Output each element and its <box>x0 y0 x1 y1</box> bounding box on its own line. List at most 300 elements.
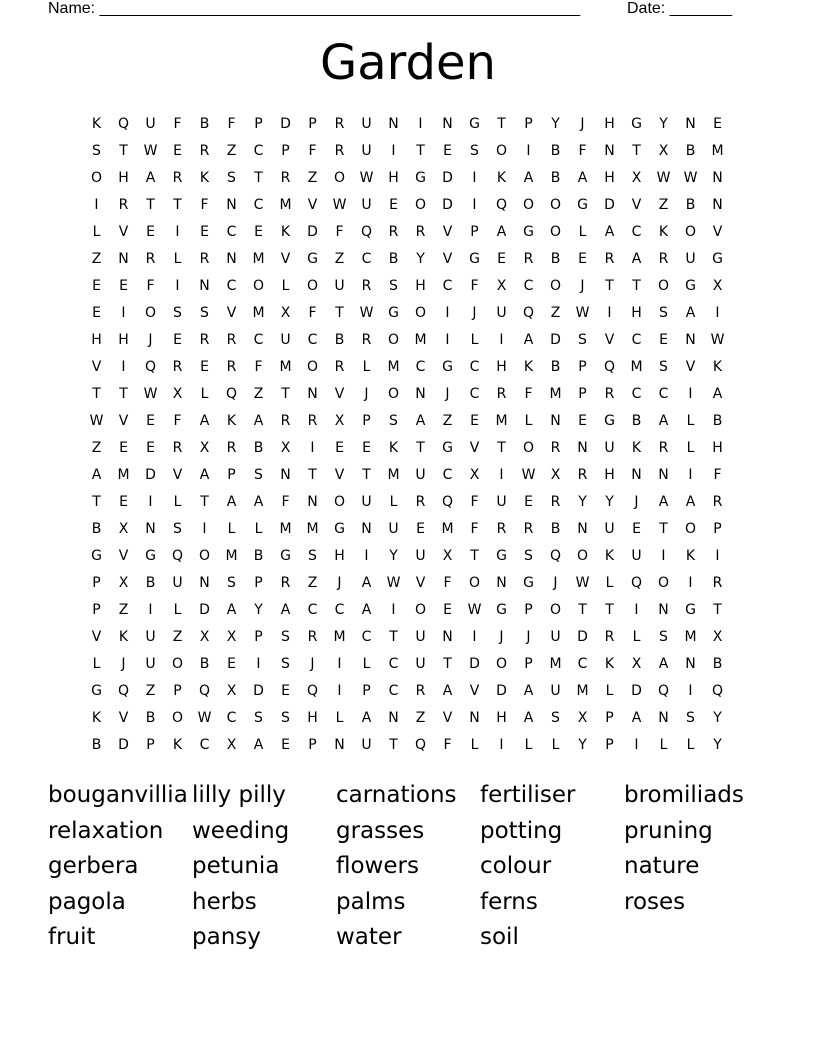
grid-cell: C <box>307 601 318 618</box>
grid-cell: X <box>118 574 129 591</box>
grid-cell: E <box>146 412 155 429</box>
grid-cell: U <box>145 628 156 645</box>
grid-cell: F <box>443 736 452 753</box>
grid-cell: U <box>388 520 399 537</box>
grid-cell: N <box>388 115 399 132</box>
grid-cell: J <box>148 331 153 348</box>
grid-cell: M <box>414 331 427 348</box>
grid-cell: O <box>198 547 211 564</box>
grid-cell: X <box>280 439 291 456</box>
grid-cell: N <box>226 250 237 267</box>
grid-cell: L <box>254 520 263 537</box>
grid-cell: E <box>173 331 182 348</box>
grid-cell: W <box>521 466 536 483</box>
grid-cell: H <box>415 277 426 294</box>
grid-cell: R <box>604 250 615 267</box>
grid-cell: A <box>523 682 534 699</box>
grid-cell: V <box>226 304 237 321</box>
grid-cell: G <box>685 601 696 618</box>
grid-cell: M <box>252 304 265 321</box>
grid-cell: K <box>604 655 615 672</box>
grid-cell: O <box>171 709 184 726</box>
grid-cell: G <box>496 601 507 618</box>
grid-cell: L <box>470 331 479 348</box>
grid-cell: D <box>469 655 480 672</box>
grid-cell: K <box>496 169 507 186</box>
grid-cell: J <box>526 628 531 645</box>
grid-cell: W <box>575 304 590 321</box>
grid-cell: G <box>604 412 615 429</box>
grid-cell: P <box>254 628 263 645</box>
grid-cell: E <box>281 736 290 753</box>
grid-cell: I <box>121 304 126 321</box>
grid-cell: N <box>145 520 156 537</box>
word-list-item: bouganvillia <box>48 782 188 808</box>
grid-cell: V <box>631 196 642 213</box>
grid-cell: P <box>281 142 290 159</box>
grid-cell: M <box>441 520 454 537</box>
grid-cell: P <box>227 466 236 483</box>
grid-cell: T <box>713 601 722 618</box>
grid-cell: A <box>280 601 291 618</box>
grid-cell: H <box>712 439 723 456</box>
grid-cell: Q <box>306 682 319 699</box>
grid-cell: H <box>334 547 345 564</box>
grid-cell: J <box>553 574 558 591</box>
grid-cell: A <box>685 304 696 321</box>
grid-cell: S <box>659 628 668 645</box>
grid-cell: L <box>200 385 209 402</box>
date-field-label: Date: _______ <box>627 0 732 17</box>
grid-cell: X <box>577 709 588 726</box>
grid-cell: A <box>361 574 372 591</box>
grid-cell: Q <box>414 736 427 753</box>
grid-cell: N <box>307 493 318 510</box>
grid-cell: L <box>335 709 344 726</box>
grid-cell: C <box>361 250 372 267</box>
word-list-item: herbs <box>192 888 257 915</box>
grid-cell: B <box>712 412 723 429</box>
grid-cell: T <box>173 196 182 213</box>
grid-cell: R <box>334 115 345 132</box>
grid-cell: A <box>658 655 669 672</box>
grid-cell: N <box>388 709 399 726</box>
grid-cell: C <box>469 385 480 402</box>
grid-cell: H <box>307 709 318 726</box>
grid-cell: C <box>361 628 372 645</box>
grid-cell: C <box>388 655 399 672</box>
grid-cell: B <box>145 574 156 591</box>
grid-cell: B <box>253 547 264 564</box>
word-list-item: fertiliser <box>480 782 576 808</box>
grid-cell: R <box>712 574 723 591</box>
grid-cell: A <box>226 493 237 510</box>
grid-cell: M <box>279 358 292 375</box>
grid-cell: A <box>415 412 426 429</box>
grid-cell: W <box>467 601 482 618</box>
word-list-item: soil <box>480 924 519 950</box>
grid-cell: R <box>172 358 183 375</box>
grid-cell: E <box>578 250 587 267</box>
grid-cell: N <box>577 439 588 456</box>
grid-cell: I <box>121 358 126 375</box>
grid-cell: N <box>631 466 642 483</box>
grid-cell: N <box>685 655 696 672</box>
grid-cell: L <box>173 601 182 618</box>
grid-cell: G <box>415 169 426 186</box>
grid-cell: B <box>550 520 561 537</box>
grid-cell: T <box>416 439 425 456</box>
grid-cell: V <box>334 466 345 483</box>
grid-cell: K <box>604 547 615 564</box>
grid-cell: H <box>496 358 507 375</box>
grid-cell: R <box>604 628 615 645</box>
grid-cell: T <box>659 520 668 537</box>
grid-cell: A <box>523 709 534 726</box>
grid-cell: P <box>470 223 479 240</box>
grid-cell: I <box>418 115 423 132</box>
grid-cell: N <box>685 115 696 132</box>
grid-cell: L <box>362 655 371 672</box>
name-field-label: Name: ______________________________________________________ <box>48 0 581 17</box>
grid-cell: M <box>684 628 697 645</box>
grid-cell: F <box>443 574 452 591</box>
grid-cell: C <box>226 277 237 294</box>
grid-cell: P <box>713 520 722 537</box>
grid-cell: C <box>631 223 642 240</box>
grid-cell: D <box>118 736 129 753</box>
grid-cell: U <box>172 574 183 591</box>
grid-cell: O <box>333 169 346 186</box>
grid-cell: M <box>387 358 400 375</box>
grid-cell: D <box>145 466 156 483</box>
grid-cell: S <box>389 412 398 429</box>
grid-cell: R <box>550 439 561 456</box>
grid-cell: N <box>199 277 210 294</box>
grid-cell: A <box>91 466 102 483</box>
grid-cell: U <box>415 628 426 645</box>
grid-cell: O <box>414 601 427 618</box>
grid-cell: I <box>148 493 153 510</box>
grid-cell: J <box>364 385 369 402</box>
grid-cell: P <box>578 385 587 402</box>
grid-cell: B <box>199 115 210 132</box>
word-list-item: pagola <box>48 888 126 915</box>
grid-cell: L <box>524 412 533 429</box>
grid-cell: R <box>334 358 345 375</box>
grid-cell: C <box>307 331 318 348</box>
grid-cell: O <box>549 601 562 618</box>
grid-cell: J <box>337 574 342 591</box>
grid-cell: Z <box>91 250 102 267</box>
grid-cell: P <box>146 736 155 753</box>
grid-cell: A <box>712 385 723 402</box>
grid-cell: T <box>362 466 371 483</box>
grid-cell: Y <box>713 709 722 726</box>
grid-cell: T <box>389 628 398 645</box>
grid-cell: R <box>226 358 237 375</box>
grid-cell: S <box>686 709 695 726</box>
grid-cell: W <box>575 574 590 591</box>
grid-cell: I <box>499 331 504 348</box>
grid-cell: E <box>119 493 128 510</box>
grid-cell: S <box>227 574 236 591</box>
grid-cell: O <box>387 385 400 402</box>
grid-cell: H <box>118 331 129 348</box>
grid-cell: A <box>199 412 210 429</box>
grid-cell: E <box>578 412 587 429</box>
grid-cell: R <box>523 520 534 537</box>
grid-cell: G <box>496 547 507 564</box>
word-list-item: relaxation <box>48 817 164 844</box>
grid-cell: B <box>145 709 156 726</box>
grid-cell: T <box>416 142 425 159</box>
grid-cell: P <box>524 601 533 618</box>
grid-cell: M <box>576 682 589 699</box>
grid-cell: I <box>445 304 450 321</box>
grid-cell: U <box>361 736 372 753</box>
grid-cell: I <box>688 682 693 699</box>
grid-cell: P <box>308 115 317 132</box>
grid-cell: C <box>226 223 237 240</box>
word-list <box>48 778 768 956</box>
grid-cell: F <box>470 520 479 537</box>
grid-cell: T <box>443 655 452 672</box>
grid-cell: T <box>632 277 641 294</box>
grid-cell: E <box>497 250 506 267</box>
grid-cell: X <box>712 277 723 294</box>
grid-cell: E <box>173 142 182 159</box>
grid-cell: Q <box>360 223 373 240</box>
grid-cell: U <box>334 277 345 294</box>
grid-cell: O <box>495 655 508 672</box>
grid-cell: E <box>92 277 101 294</box>
grid-cell: V <box>469 439 480 456</box>
grid-cell: I <box>634 736 639 753</box>
grid-cell: P <box>605 709 614 726</box>
grid-cell: A <box>145 169 156 186</box>
grid-cell: D <box>442 196 453 213</box>
grid-cell: M <box>333 628 346 645</box>
grid-cell: F <box>308 142 317 159</box>
grid-cell: X <box>226 736 237 753</box>
grid-cell: V <box>91 628 102 645</box>
grid-cell: C <box>577 655 588 672</box>
grid-cell: G <box>442 358 453 375</box>
grid-cell: S <box>281 628 290 645</box>
grid-cell: I <box>256 655 261 672</box>
grid-cell: V <box>334 385 345 402</box>
grid-cell: Q <box>198 682 211 699</box>
grid-cell: E <box>443 142 452 159</box>
grid-cell: C <box>334 601 345 618</box>
grid-cell: T <box>389 736 398 753</box>
grid-cell: V <box>442 250 453 267</box>
grid-cell: I <box>688 466 693 483</box>
grid-cell: A <box>658 493 669 510</box>
grid-cell: O <box>468 574 481 591</box>
grid-cell: W <box>143 385 158 402</box>
grid-cell: M <box>549 385 562 402</box>
grid-cell: D <box>199 601 210 618</box>
grid-cell: I <box>148 601 153 618</box>
grid-cell: Q <box>171 547 184 564</box>
grid-cell: K <box>685 547 696 564</box>
grid-cell: J <box>499 628 504 645</box>
grid-cell: L <box>686 439 695 456</box>
grid-cell: J <box>445 385 450 402</box>
grid-cell: C <box>442 466 453 483</box>
grid-cell: Z <box>658 196 669 213</box>
grid-cell: K <box>712 358 723 375</box>
grid-cell: E <box>524 493 533 510</box>
grid-cell: E <box>200 223 209 240</box>
grid-cell: H <box>118 169 129 186</box>
grid-cell: R <box>604 385 615 402</box>
grid-cell: R <box>172 169 183 186</box>
grid-cell: I <box>526 142 531 159</box>
grid-cell: W <box>710 331 725 348</box>
grid-cell: Z <box>145 682 156 699</box>
grid-cell: A <box>658 412 669 429</box>
grid-cell: R <box>280 412 291 429</box>
grid-cell: R <box>307 412 318 429</box>
grid-cell: B <box>253 439 264 456</box>
grid-cell: X <box>550 466 561 483</box>
grid-cell: X <box>226 682 237 699</box>
grid-cell: J <box>580 115 585 132</box>
grid-cell: J <box>634 493 639 510</box>
word-list-item: ferns <box>480 888 538 915</box>
grid-cell: K <box>226 412 237 429</box>
grid-cell: R <box>307 628 318 645</box>
grid-cell: U <box>145 655 156 672</box>
grid-cell: X <box>199 439 210 456</box>
grid-cell: M <box>306 520 319 537</box>
grid-cell: V <box>118 223 129 240</box>
grid-cell: E <box>146 439 155 456</box>
grid-cell: C <box>226 709 237 726</box>
grid-cell: O <box>144 304 157 321</box>
grid-cell: G <box>91 547 102 564</box>
grid-cell: P <box>362 682 371 699</box>
grid-cell: M <box>549 655 562 672</box>
grid-cell: V <box>91 358 102 375</box>
word-list-item: pruning <box>624 817 713 844</box>
grid-cell: C <box>631 331 642 348</box>
grid-cell: S <box>308 547 317 564</box>
grid-cell: A <box>226 601 237 618</box>
word-list-item: colour <box>480 853 552 879</box>
grid-cell: S <box>524 547 533 564</box>
grid-cell: U <box>415 466 426 483</box>
grid-cell: H <box>604 169 615 186</box>
grid-cell: Z <box>334 250 345 267</box>
grid-cell: V <box>118 547 129 564</box>
grid-cell: J <box>310 655 315 672</box>
grid-cell: Y <box>254 601 263 618</box>
grid-cell: O <box>657 574 670 591</box>
grid-cell: T <box>308 466 317 483</box>
grid-cell: T <box>632 142 641 159</box>
grid-cell: L <box>551 736 560 753</box>
grid-cell: Y <box>578 736 587 753</box>
grid-cell: K <box>118 628 129 645</box>
grid-cell: R <box>388 223 399 240</box>
grid-cell: G <box>631 115 642 132</box>
grid-cell: C <box>631 385 642 402</box>
grid-cell: R <box>361 277 372 294</box>
grid-cell: W <box>656 169 671 186</box>
grid-cell: H <box>388 169 399 186</box>
grid-cell: O <box>549 277 562 294</box>
grid-cell: N <box>658 709 669 726</box>
grid-cell: E <box>659 331 668 348</box>
grid-cell: F <box>200 196 209 213</box>
page-title: Garden <box>320 35 496 91</box>
grid-cell: E <box>119 277 128 294</box>
grid-cell: C <box>658 385 669 402</box>
grid-cell: E <box>632 520 641 537</box>
grid-cell: I <box>499 466 504 483</box>
grid-cell: I <box>634 601 639 618</box>
grid-cell: U <box>361 115 372 132</box>
grid-cell: J <box>472 304 477 321</box>
grid-cell: T <box>497 115 506 132</box>
grid-cell: O <box>414 304 427 321</box>
grid-cell: Q <box>603 358 616 375</box>
grid-cell: O <box>549 223 562 240</box>
grid-cell: A <box>523 331 534 348</box>
grid-cell: T <box>254 169 263 186</box>
grid-cell: L <box>173 493 182 510</box>
grid-cell: L <box>227 520 236 537</box>
grid-cell: S <box>254 466 263 483</box>
grid-cell: Y <box>578 493 587 510</box>
grid-cell: D <box>577 628 588 645</box>
grid-cell: F <box>335 223 344 240</box>
grid-cell: R <box>118 196 129 213</box>
grid-cell: O <box>252 277 265 294</box>
grid-cell: A <box>361 709 372 726</box>
grid-cell: F <box>281 493 290 510</box>
grid-cell: D <box>631 682 642 699</box>
grid-cell: N <box>199 574 210 591</box>
grid-cell: G <box>280 547 291 564</box>
grid-cell: P <box>605 736 614 753</box>
word-list-item: nature <box>624 853 700 879</box>
grid-cell: F <box>470 277 479 294</box>
grid-cell: P <box>92 574 101 591</box>
grid-cell: O <box>171 655 184 672</box>
grid-cell: Q <box>144 358 157 375</box>
grid-cell: N <box>577 520 588 537</box>
grid-cell: M <box>279 520 292 537</box>
grid-cell: T <box>497 439 506 456</box>
grid-cell: M <box>225 547 238 564</box>
grid-cell: R <box>226 331 237 348</box>
grid-cell: I <box>499 736 504 753</box>
grid-cell: O <box>306 358 319 375</box>
grid-cell: Q <box>117 115 130 132</box>
grid-cell: Y <box>551 115 560 132</box>
grid-cell: X <box>631 655 642 672</box>
word-list-item: grasses <box>336 817 425 844</box>
grid-cell: R <box>658 439 669 456</box>
grid-cell: R <box>361 331 372 348</box>
grid-cell: G <box>307 250 318 267</box>
grid-cell: A <box>577 169 588 186</box>
